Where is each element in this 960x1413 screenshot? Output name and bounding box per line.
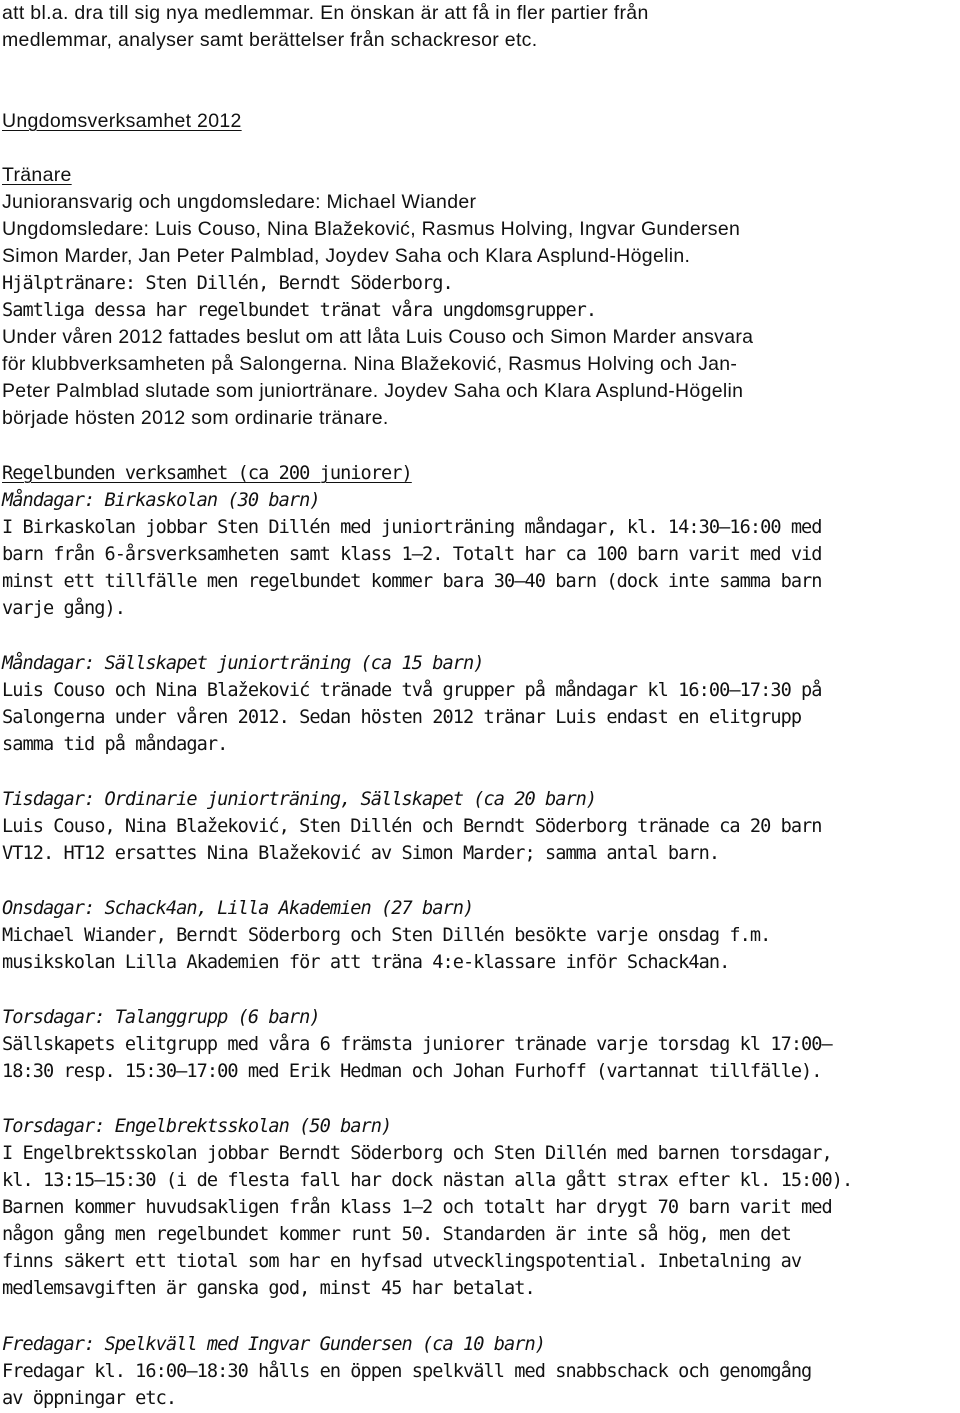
trainers-heading: Tränare [2, 164, 72, 186]
group-title: Måndagar: Sällskapet juniorträning (ca 15 barn) [2, 653, 484, 674]
group-line: Michael Wiander, Berndt Söderborg och Sten Dillén besökte varje onsdag f.m. [2, 925, 771, 946]
group-line: I Birkaskolan jobbar Sten Dillén med juniorträning måndagar, kl. 14:30—16:00 med [2, 517, 822, 538]
assistant-trainers-line: Hjälptränare: Sten Dillén, Berndt Söderborg. [2, 273, 453, 294]
group-line: medlemsavgiften är ganska god, minst 45 har betalat. [2, 1278, 535, 1299]
group-line: kl. 13:15—15:30 (i de flesta fall har dock nästan alla gått strax efter kl. 15:00). [2, 1170, 853, 1191]
group-title: Tisdagar: Ordinarie juniorträning, Sällskapet (ca 20 barn) [2, 789, 597, 810]
group-line: musikskolan Lilla Akademien för att träna 4:e-klassare inför Schack4an. [2, 952, 730, 973]
group-line: av öppningar etc. [2, 1388, 177, 1409]
group-line: samma tid på måndagar. [2, 734, 228, 755]
section-heading: Ungdomsverksamhet 2012 [2, 110, 242, 132]
group-line: Barnen kommer huvudsakligen från klass 1—2 och totalt har drygt 70 barn varit med [2, 1197, 832, 1218]
spring-line: Under våren 2012 fattades beslut om att låta Luis Couso och Simon Marder ansvara [2, 326, 754, 348]
group-line: Luis Couso, Nina Blažeković, Sten Dillén och Berndt Söderborg tränade ca 20 barn [2, 816, 822, 837]
group-title: Fredagar: Spelkväll med Ingvar Gundersen (ca 10 barn) [2, 1334, 545, 1355]
trainers-line: Ungdomsledare: Luis Couso, Nina Blažeković, Rasmus Holving, Ingvar Gundersen [2, 218, 741, 240]
spring-line: Peter Palmblad slutade som juniortränare. Joydev Saha och Klara Asplund-Högelin [2, 380, 744, 402]
spring-line: för klubbverksamheten på Salongerna. Nina Blažeković, Rasmus Holving och Jan- [2, 353, 738, 375]
group-line: någon gång men regelbundet kommer runt 50. Standarden är inte så hög, men det [2, 1224, 791, 1245]
group-line: Sällskapets elitgrupp med våra 6 främsta juniorer tränade varje torsdag kl 17:00— [2, 1034, 832, 1055]
group-line: VT12. HT12 ersattes Nina Blažeković av Simon Marder; samma antal barn. [2, 843, 720, 864]
group-line: Salongerna under våren 2012. Sedan hösten 2012 tränar Luis endast en elitgrupp [2, 707, 802, 728]
group-line: minst ett tillfälle men regelbundet kommer bara 30—40 barn (dock inte samma barn [2, 571, 822, 592]
group-line: varje gång). [2, 598, 125, 619]
group-line: I Engelbrektsskolan jobbar Berndt Söderborg och Sten Dillén med barnen torsdagar, [2, 1143, 832, 1164]
group-line: Fredagar kl. 16:00—18:30 hålls en öppen spelkväll med snabbschack och genomgång [2, 1361, 812, 1382]
trainers-line: Junioransvarig och ungdomsledare: Michael Wiander [2, 191, 477, 213]
group-line: 18:30 resp. 15:30—17:00 med Erik Hedman och Johan Furhoff (vartannat tillfälle). [2, 1061, 822, 1082]
group-line: barn från 6-årsverksamheten samt klass 1—2. Totalt har ca 100 barn varit med vid [2, 544, 822, 565]
spring-line: började hösten 2012 som ordinarie tränare. [2, 407, 389, 429]
group-title: Torsdagar: Engelbrektsskolan (50 barn) [2, 1116, 392, 1137]
intro-line-2: medlemmar, analyser samt berättelser från schackresor etc. [2, 29, 538, 51]
group-line: Luis Couso och Nina Blažeković tränade två grupper på måndagar kl 16:00—17:30 på [2, 680, 822, 701]
all-trained-line: Samtliga dessa har regelbundet tränat våra ungdomsgrupper. [2, 300, 597, 321]
regular-heading: Regelbunden verksamhet (ca 200 juniorer) [2, 463, 412, 484]
group-title: Onsdagar: Schack4an, Lilla Akademien (27 barn) [2, 898, 474, 919]
intro-line-1: att bl.a. dra till sig nya medlemmar. En önskan är att få in fler partier från [2, 2, 649, 24]
group-title: Måndagar: Birkaskolan (30 barn) [2, 490, 320, 511]
group-title: Torsdagar: Talanggrupp (6 barn) [2, 1007, 320, 1028]
trainers-line: Simon Marder, Jan Peter Palmblad, Joydev Saha och Klara Asplund-Högelin. [2, 245, 691, 267]
group-line: finns säkert ett tiotal som har en hyfsad utvecklingspotential. Inbetalning av [2, 1251, 802, 1272]
